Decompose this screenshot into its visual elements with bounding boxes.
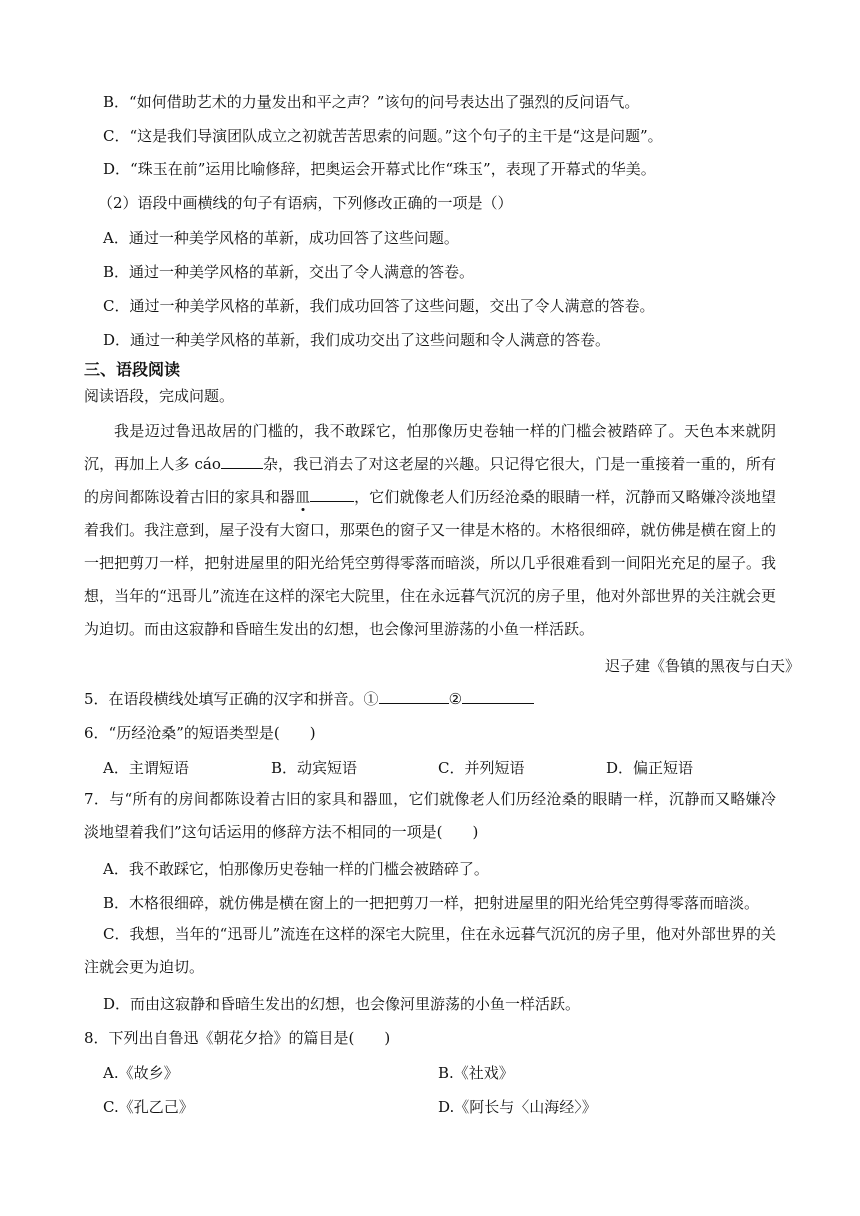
q8-option-c[interactable]: C.《孔乙己》 <box>103 1098 194 1116</box>
q6-option-b[interactable]: B．动宾短语 <box>271 759 358 777</box>
q4-sub-question-2: （2）语段中画横线的句子有语病，下列修改正确的一项是（） <box>98 194 513 212</box>
passage-part-3: ，它们就像老人们历经沧桑的眼睛一样，沉静而又略嫌冷淡地望着我们。我注意到，屋子没有大窗口，那栗色的窗子又一律是木格的。木格很细碎，就仿佛是横在窗上的一把把剪刀一样，把射进屋里的阳光给凭空剪得零落而暗淡，所以几乎很难看到一间阳光充足的屋子。我想，当年的“迅哥儿”流连在这样的深宅大院里，住在永远暮气沉沉的房子里，他对外部世界的关注就会更为迫切。而由这寂静和昏暗生发出的幻想，也会像河里游荡的小鱼一样活跃。 <box>84 488 776 638</box>
question-6: 6．“历经沧桑”的短语类型是( ) <box>84 724 316 742</box>
q4-sub2-option-b: B．通过一种美学风格的革新，交出了令人满意的答卷。 <box>103 263 475 281</box>
q4-option-c: C．“这是我们导演团队成立之初就苦苦思索的问题。”这个句子的主干是“这是问题”。 <box>103 127 663 145</box>
q5-text: 5．在语段横线处填写正确的汉字和拼音。 <box>84 690 364 708</box>
q8-option-a[interactable]: A.《故乡》 <box>103 1064 179 1082</box>
q8-option-b[interactable]: B.《社戏》 <box>438 1064 514 1082</box>
q5-marker-2: ② <box>448 690 463 708</box>
q6-option-d[interactable]: D．偏正短语 <box>606 759 694 777</box>
q6-option-c[interactable]: C．并列短语 <box>438 759 525 777</box>
q5-blank-2[interactable] <box>462 689 534 704</box>
reading-instruction: 阅读语段，完成问题。 <box>84 387 235 405</box>
q4-option-d: D．“珠玉在前”运用比喻修辞，把奥运会开幕式比作“珠玉”，表现了开幕式的华美。 <box>103 160 656 178</box>
passage-part-2: 杂，我已消去了对这老屋的兴趣。只记得它很大，门是一重接着一重的，所有的房间都陈设着古旧的家具和器 <box>84 455 776 506</box>
q5-marker-1: ① <box>363 690 379 708</box>
passage-part-1: 我是迈过鲁迅故居的门槛的，我不敢踩它，怕那像历史卷轴一样的门槛会被踏碎了。天色本来就阴沉，再加上人多 cáo <box>84 422 776 473</box>
q5-blank-1[interactable] <box>379 689 449 704</box>
q4-sub2-option-a: A．通过一种美学风格的革新，成功回答了这些问题。 <box>103 229 459 247</box>
blank-1[interactable] <box>221 454 263 469</box>
section-heading: 三、语段阅读 <box>84 360 181 379</box>
q4-sub2-option-c: C．通过一种美学风格的革新，我们成功回答了这些问题，交出了令人满意的答卷。 <box>103 297 655 315</box>
blank-2[interactable] <box>310 487 354 502</box>
q4-option-b: B．“如何借助艺术的力量发出和平之声？”该句的问号表达出了强烈的反问语气。 <box>103 93 640 111</box>
q8-option-d[interactable]: D.《阿长与〈山海经〉》 <box>438 1098 597 1116</box>
q4-sub2-option-d: D．通过一种美学风格的革新，我们成功交出了这些问题和令人满意的答卷。 <box>103 331 611 349</box>
q7-option-b[interactable]: B．木格很细碎，就仿佛是横在窗上的一把把剪刀一样，把射进屋里的阳光给凭空剪得零落而暗淡。 <box>103 894 760 912</box>
question-7: 7．与“所有的房间都陈设着古旧的家具和器皿，它们就像老人们历经沧桑的眼睛一样，沉静而又略嫌冷淡地望着我们”这句话运用的修辞方法不相同的一项是( ) <box>84 790 776 841</box>
q6-option-a[interactable]: A．主谓短语 <box>103 759 189 777</box>
q7-option-d[interactable]: D．而由这寂静和昏暗生发出的幻想，也会像河里游荡的小鱼一样活跃。 <box>103 995 581 1013</box>
passage-source: 迟子建《鲁镇的黑夜与白天》 <box>604 657 800 675</box>
q7-option-c[interactable]: C．我想，当年的“迅哥儿”流连在这样的深宅大院里，住在永远暮气沉沉的房子里，他对外部世界的关注就会更为迫切。 <box>84 925 776 976</box>
question-5 <box>84 689 534 709</box>
q7-option-a[interactable]: A．我不敢踩它，怕那像历史卷轴一样的门槛会被踏碎了。 <box>103 860 489 878</box>
question-8: 8．下列出自鲁迅《朝花夕拾》的篇目是( ) <box>84 1029 391 1047</box>
passage-dotted-char: 皿 <box>294 488 311 506</box>
reading-passage <box>84 415 776 646</box>
